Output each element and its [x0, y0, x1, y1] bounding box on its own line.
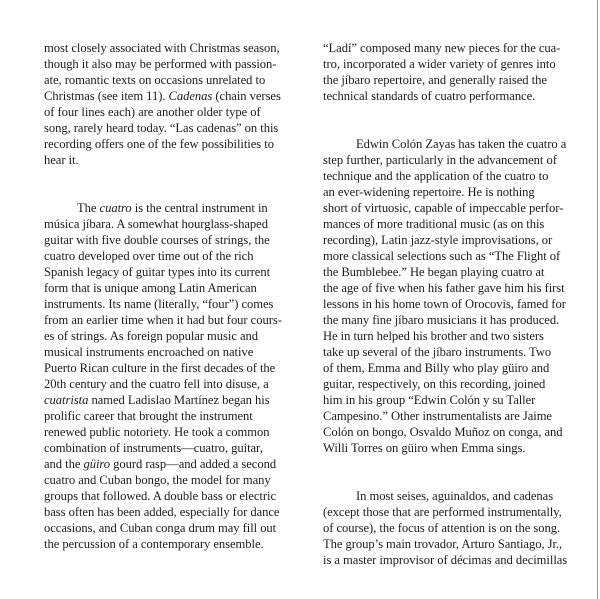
text-line: renewed public notoriety. He took a common	[44, 425, 270, 439]
text-line: 20th century and the cuatro fell into disuse, a	[44, 377, 269, 391]
text-line: occasions, and Cuban conga drum may fill out	[44, 521, 277, 535]
text-line: the Bumblebee.” He began playing cuatro at	[323, 265, 545, 279]
text-line: of four lines each) are another older type of	[44, 105, 261, 119]
text-line: from an earlier time when it had but four cours-	[44, 313, 282, 327]
text-line: most closely associated with Christmas season,	[44, 41, 280, 55]
italic-term: Cadenas	[168, 89, 213, 103]
text-line: and the güiro gourd rasp—and added a second	[44, 457, 277, 471]
text-line: of course), the focus of attention is on the song.	[323, 521, 561, 535]
paragraph-christmas-cadenas	[44, 40, 289, 168]
scan-edge-line	[597, 0, 598, 599]
text-line: “Ladí” composed many new pieces for the cua-	[323, 41, 561, 55]
text-line: Campesino.” Other instrumentalists are Jaime	[323, 409, 552, 423]
text-line: He in turn helped his brother and two sisters	[323, 329, 544, 343]
text-line: prolific career that brought the instrument	[44, 409, 253, 423]
text-line: In most seises, aguinaldos, and cadenas	[356, 489, 554, 503]
text-line: guitar with five double courses of strings, the	[44, 233, 270, 247]
text-line: the many fine jíbaro musicians it has produced.	[323, 313, 560, 327]
text-line: form that is unique among Latin American	[44, 281, 257, 295]
paragraph-seises-aguinaldos	[323, 488, 573, 568]
text-line: recording), Latin jazz-style improvisations, or	[323, 233, 553, 247]
text-line: take up several of the jíbaro instruments. Two	[323, 345, 552, 359]
text-line: The group’s main trovador, Arturo Santiago, Jr.,	[323, 537, 563, 551]
text-line: (except those that are performed instrumentally,	[323, 505, 562, 519]
text-line: short of virtuosic, capable of impeccable perfor-	[323, 201, 564, 215]
text-line: hear it.	[44, 153, 79, 167]
italic-term: cuatro	[99, 201, 132, 215]
paragraph-cuatro-instrument	[44, 200, 289, 552]
text-line: música jíbara. A somewhat hourglass-shaped	[44, 217, 268, 231]
text-line: Puerto Rican culture in the first decades of the	[44, 361, 276, 375]
text-line: song, rarely heard today. “Las cadenas” on this	[44, 121, 279, 135]
text-line: Colón on bongo, Osvaldo Muñoz on conga, and	[323, 425, 563, 439]
text-line: tro, incorporated a wider variety of genres into	[323, 57, 556, 71]
text-line: instruments. Its name (literally, “four”) comes	[44, 297, 274, 311]
text-line: more classical selections such as “The Flight of	[323, 249, 561, 263]
text-line: of them, Emma and Billy who play güiro and	[323, 361, 550, 375]
text-line: the percussion of a contemporary ensemble.	[44, 537, 264, 551]
left-column	[44, 40, 289, 552]
italic-term: güiro	[83, 457, 111, 471]
text-line: him in his group “Edwin Colón y su Taller	[323, 393, 536, 407]
text-line: Christmas (see item 11). Cadenas (chain verses	[44, 89, 281, 103]
text-line: es of strings. As foreign popular music and	[44, 329, 259, 343]
text-line: combination of instruments—cuatro, guitar,	[44, 441, 263, 455]
text-line: technical standards of cuatro performance.	[323, 89, 536, 103]
paragraph-gap	[323, 456, 573, 488]
text-line: cuatrista named Ladislao Martínez began his	[44, 393, 270, 407]
text-line: cuatro developed over time out of the rich	[44, 249, 254, 263]
text-line: recording offers one of the few possibilities to	[44, 137, 274, 151]
text-line: the age of five when his father gave him his first	[323, 281, 565, 295]
paragraph-ladi	[323, 40, 573, 104]
text-line: technique and the application of the cuatro to	[323, 169, 549, 183]
text-line: lessons in his home town of Orocovis, famed for	[323, 297, 566, 311]
text-line: bass often has been added, especially for dance	[44, 505, 280, 519]
text-line: Edwin Colón Zayas has taken the cuatro a	[356, 137, 567, 151]
text-line: guitar, respectively, on this recording, joined	[323, 377, 546, 391]
text-line: cuatro and Cuban bongo, the model for many	[44, 473, 271, 487]
text-line: step further, particularly in the advancement of	[323, 153, 557, 167]
paragraph-gap	[323, 104, 573, 136]
paragraph-edwin-colon-zayas	[323, 136, 573, 456]
italic-term: cuatrista	[44, 393, 89, 407]
text-line: musical instruments encroached on native	[44, 345, 254, 359]
right-column	[323, 40, 573, 568]
text-line: Spanish legacy of guitar types into its current	[44, 265, 271, 279]
text-line: ate, romantic texts on occasions unrelated to	[44, 73, 266, 87]
text-line: Willi Torres on güiro when Emma sings.	[323, 441, 526, 455]
text-line: mances of more traditional music (as on this	[323, 217, 545, 231]
text-line: an ever-widening repertoire. He is nothing	[323, 185, 535, 199]
text-line: though it also may be performed with passion-	[44, 57, 277, 71]
text-line: is a master improvisor of décimas and decimillas	[323, 553, 568, 567]
paragraph-gap	[44, 168, 289, 200]
text-line: The cuatro is the central instrument in	[77, 201, 268, 215]
text-line: the jíbaro repertoire, and generally raised the	[323, 73, 547, 87]
text-line: groups that followed. A double bass or electric	[44, 489, 276, 503]
